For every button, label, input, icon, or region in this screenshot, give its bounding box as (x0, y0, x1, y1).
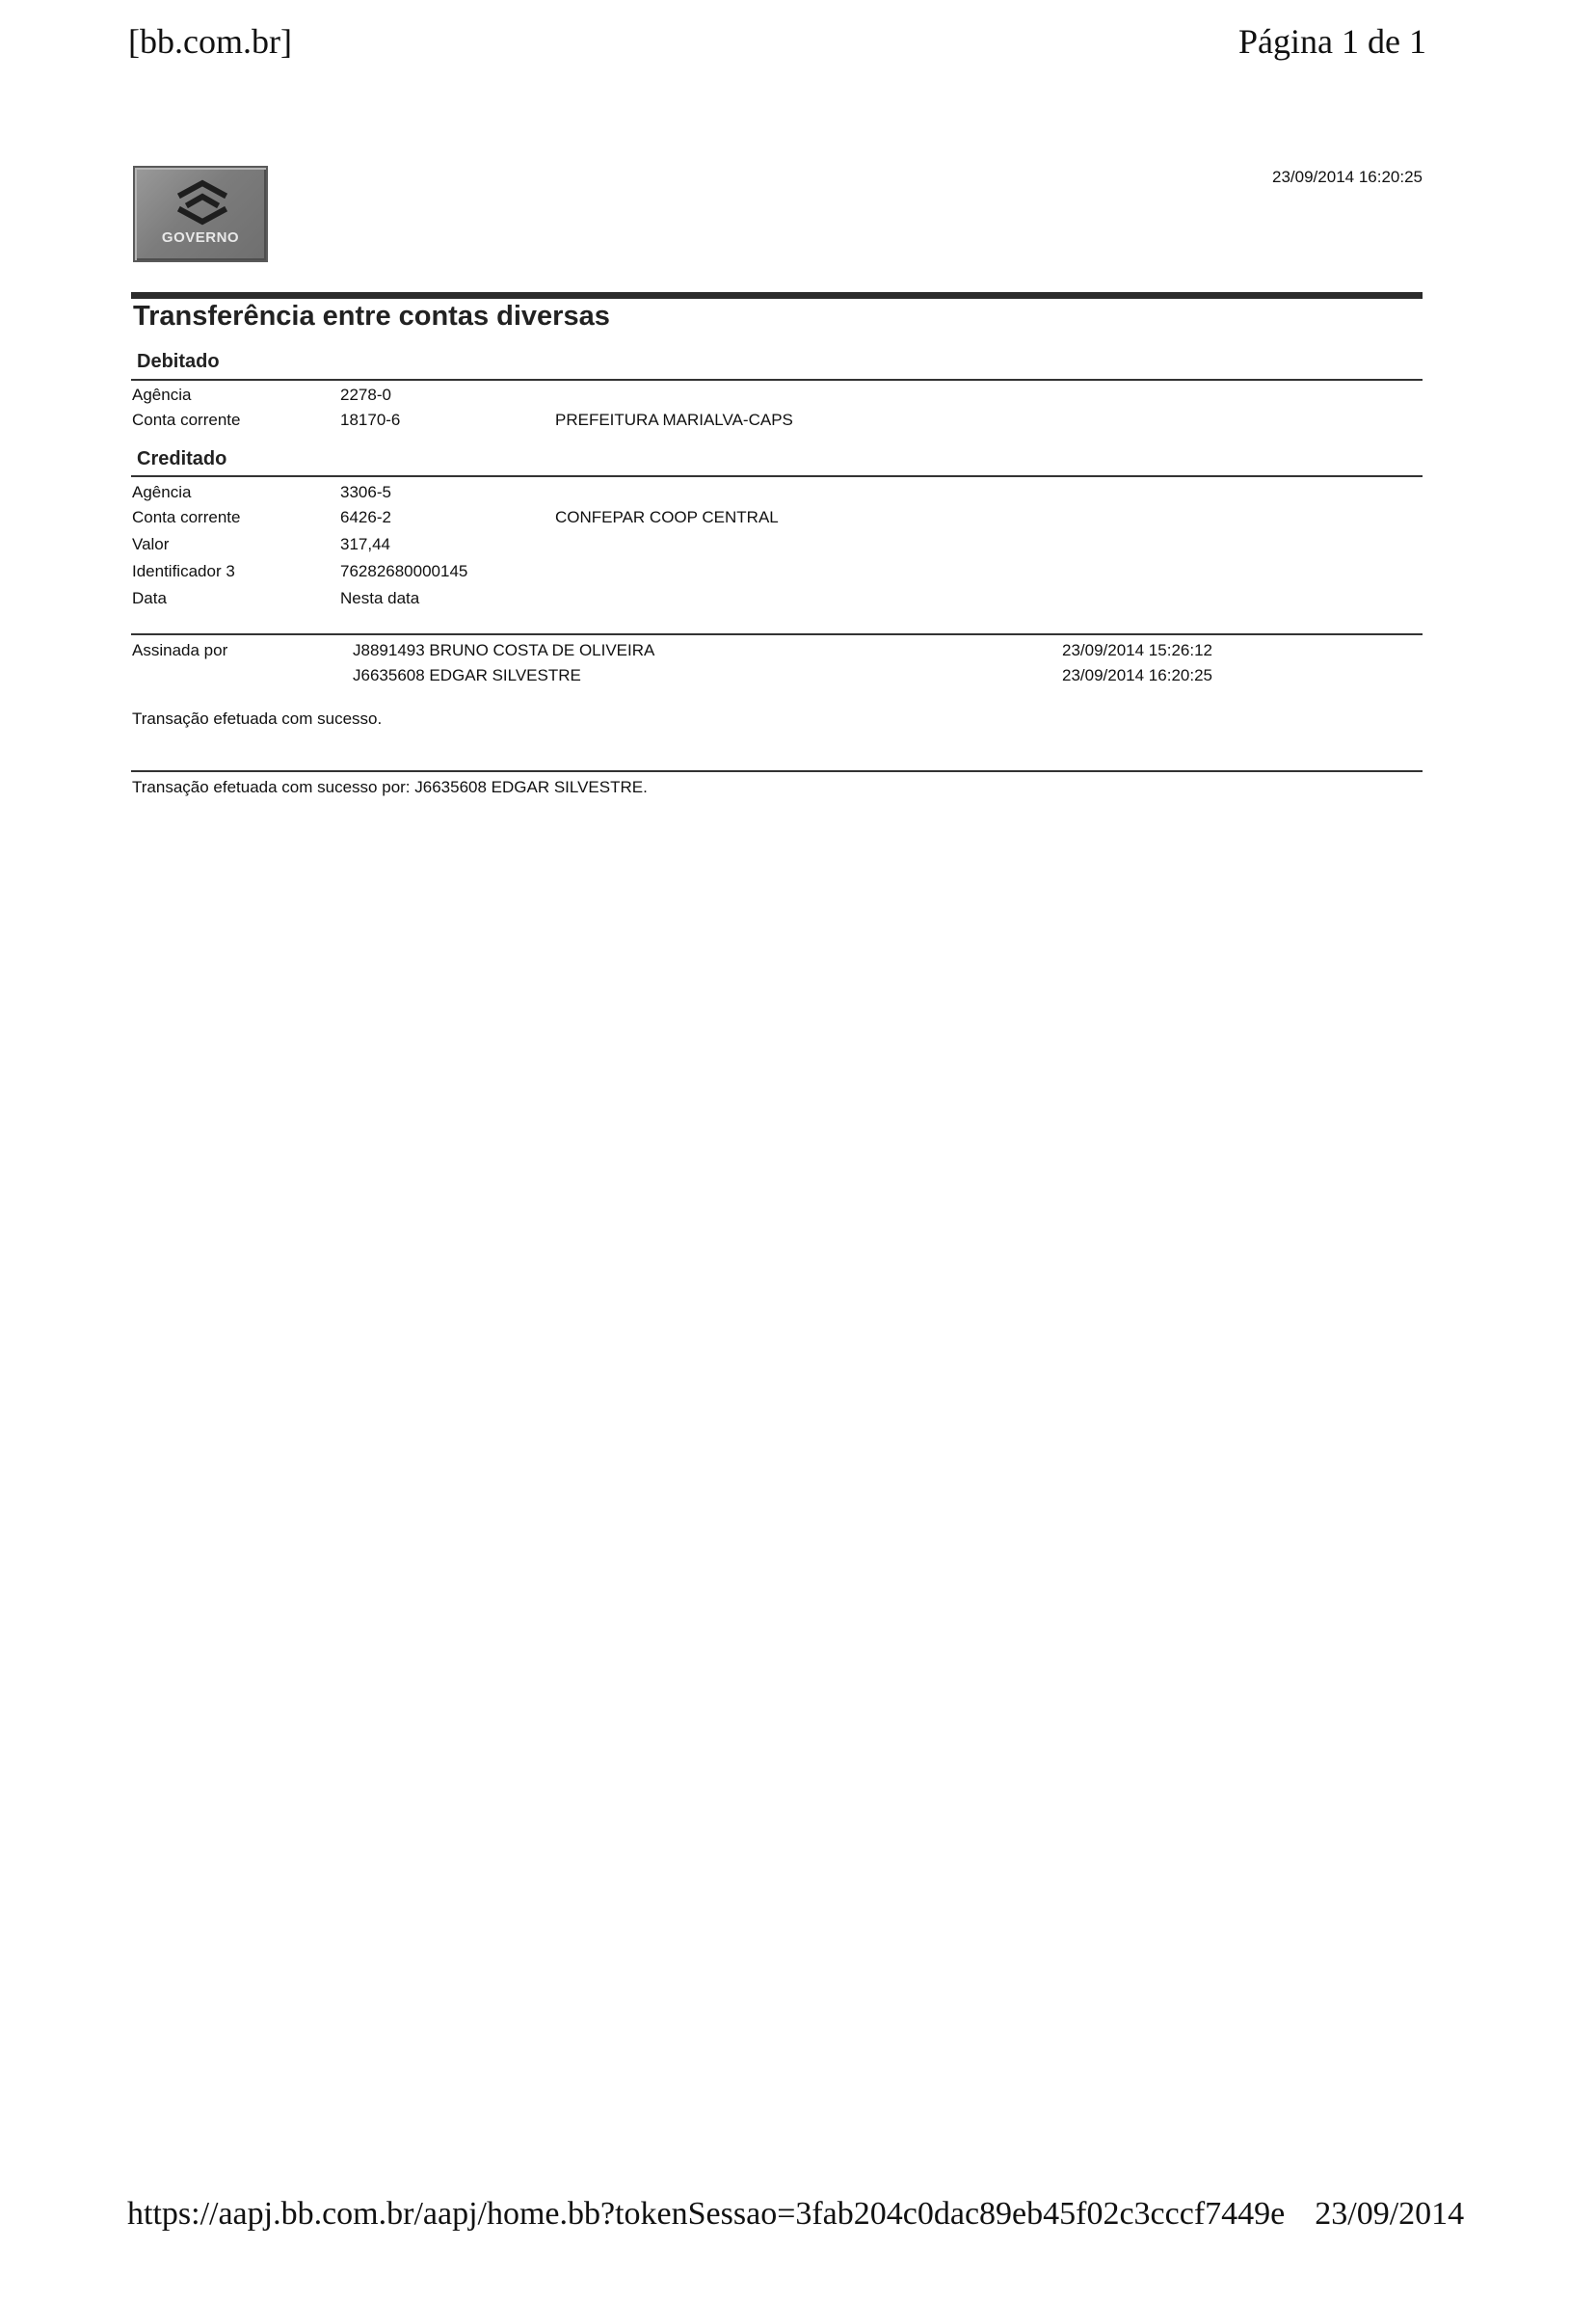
header-divider (131, 292, 1423, 299)
account-holder-name: CONFEPAR COOP CENTRAL (555, 508, 779, 526)
signature-datetime: 23/09/2014 16:20:25 (1062, 666, 1212, 684)
signer-name: J6635608 EDGAR SILVESTRE (353, 666, 581, 684)
signatures-label: Assinada por (132, 641, 228, 659)
final-status-message: Transação efetuada com sucesso por: J6635608 EDGAR SILVESTRE. (132, 778, 648, 796)
page-title: Transferência entre contas diversas (133, 301, 610, 332)
print-header-page-number: Página 1 de 1 (1238, 22, 1426, 61)
field-value: 6426-2 (340, 508, 391, 526)
field-value: 317,44 (340, 535, 390, 553)
account-holder-name: PREFEITURA MARIALVA-CAPS (555, 411, 793, 429)
field-label: Data (132, 589, 167, 607)
field-value: 3306-5 (340, 483, 391, 501)
section-title-debitado: Debitado (137, 351, 220, 372)
section-divider (131, 770, 1423, 772)
logo-caption: GOVERNO (161, 229, 240, 246)
section-title-creditado: Creditado (137, 448, 227, 469)
bb-logo-icon (175, 177, 229, 228)
print-footer-date: 23/09/2014 (1315, 2196, 1465, 2232)
section-divider (131, 379, 1423, 381)
print-footer-url: https://aapj.bb.com.br/aapj/home.bb?tokenSessao=3fab204c0dac89eb45f02c3cccf7449e (127, 2196, 1286, 2232)
print-header-site: [bb.com.br] (128, 22, 292, 61)
field-label: Identificador 3 (132, 562, 235, 580)
section-divider (131, 475, 1423, 477)
status-message: Transação efetuada com sucesso. (132, 709, 383, 728)
field-label: Agência (132, 386, 192, 404)
signature-datetime: 23/09/2014 15:26:12 (1062, 641, 1212, 659)
field-label: Conta corrente (132, 508, 241, 526)
bank-logo (133, 166, 268, 262)
field-value: 2278-0 (340, 386, 391, 404)
signer-name: J8891493 BRUNO COSTA DE OLIVEIRA (353, 641, 655, 659)
field-label: Agência (132, 483, 192, 501)
field-label: Valor (132, 535, 170, 553)
section-divider (131, 633, 1423, 635)
field-value: 18170-6 (340, 411, 401, 429)
field-value: Nesta data (340, 589, 420, 607)
document-timestamp: 23/09/2014 16:20:25 (1272, 168, 1423, 186)
field-label: Conta corrente (132, 411, 241, 429)
print-footer (127, 2196, 1464, 2233)
field-value: 76282680000145 (340, 562, 468, 580)
